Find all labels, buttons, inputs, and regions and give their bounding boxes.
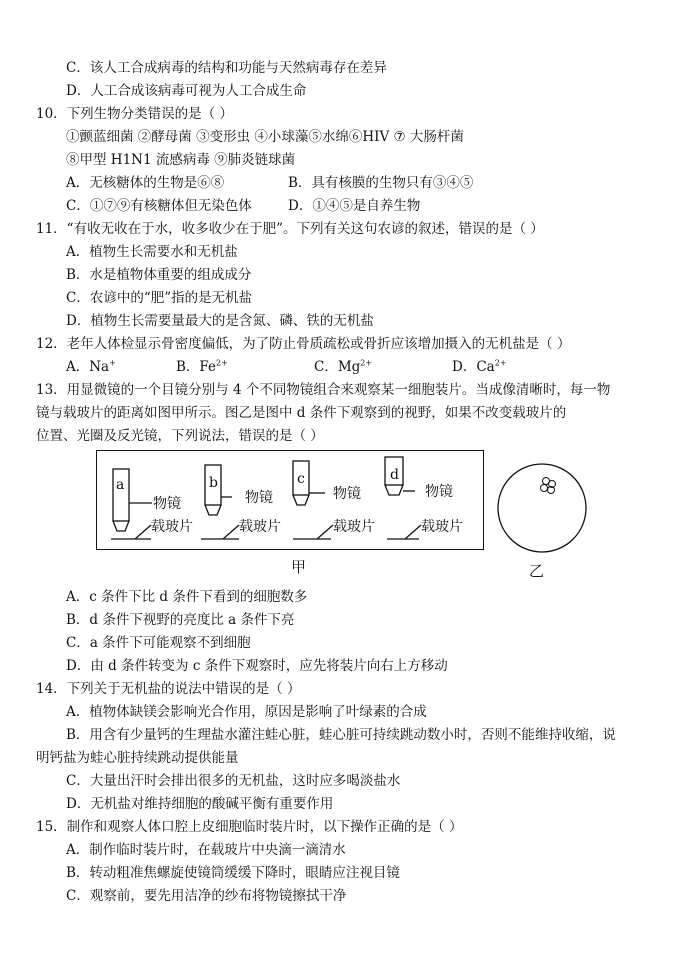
question-14-option-d: D．无机盐对维持细胞的酸碱平衡有重要作用 [66, 796, 334, 812]
objective-label: 物镜 [425, 484, 453, 500]
question-14-option-c: C．大量出汗时会排出很多的无机盐，这时应多喝淡盐水 [66, 773, 401, 789]
question-10-stem: 10．下列生物分类错误的是（ ） [36, 106, 233, 122]
question-11-option-d: D．植物生长需要量最大的是含氮、磷、铁的无机盐 [66, 313, 374, 329]
question-12-option-d: D．$Ca^{2+}$ [452, 358, 507, 375]
cell [541, 485, 548, 492]
objective-b [201, 465, 239, 539]
question-13-option-d: D．由 d 条件转变为 c 条件下观察时，应先将装片向右上方移动 [66, 658, 448, 674]
question-12-option-a: A．Na+ [66, 358, 116, 375]
objective-letter: d [390, 467, 399, 483]
question-13-option-b: B．d 条件下视野的亮度比 a 条件下亮 [66, 612, 295, 628]
question-10-option-a: A．无核糖体的生物是⑥⑧ [66, 175, 225, 191]
question-10-option-c: C．①⑦⑨有核糖体但无染色体 [66, 198, 252, 214]
question-14-option-b: B．用含有少量钙的生理盐水灌注蛙心脏，蛙心脏可持续跳动数小时，否则不能维持收缩，说 [66, 727, 616, 743]
option-line: C．该人工合成病毒的结构和功能与天然病毒存在差异 [66, 60, 387, 76]
question-10-option-d: D．①④⑤是自养生物 [288, 198, 421, 214]
option-line: D．人工合成该病毒可视为人工合成生命 [66, 83, 307, 99]
question-14-stem: 14．下列关于无机盐的说法中错误的是（ ） [36, 681, 301, 697]
objective-label: 物镜 [333, 486, 361, 502]
question-11-option-c: C．农谚中的“肥”指的是无机盐 [66, 290, 253, 306]
question-12-option-c: C．$Mg^{2+}$ [314, 358, 373, 375]
question-15-option-c: C．观察前，要先用洁净的纱布将物镜擦拭干净 [66, 888, 347, 904]
question-13-stem: 镜与载玻片的距离如图甲所示。图乙是图中 d 条件下观察到的视野，如果不改变载玻片的 [36, 405, 567, 421]
question-15-option-b: B．转动粗准焦螺旋使镜筒缓缓下降时，眼睛应注视目镜 [66, 865, 400, 881]
slide-label: 载玻片 [239, 519, 281, 535]
figure-yi-field-of-view [496, 462, 588, 554]
question-15-stem: 15．制作和观察人体口腔上皮细胞临时装片时，以下操作正确的是（ ） [36, 819, 463, 835]
question-12-stem: 12．老年人体检显示骨密度偏低，为了防止骨质疏松或骨折应该增加摄入的无机盐是（ ） [36, 336, 571, 352]
figure-caption-yi: 乙 [529, 562, 545, 580]
question-14-option-a: A．植物体缺镁会影响光合作用，原因是影响了叶绿素的合成 [66, 704, 427, 720]
slide-label: 载玻片 [333, 519, 375, 535]
question-11-option-a: A．植物生长需要水和无机盐 [66, 244, 238, 260]
figure-caption-jia: 甲 [291, 558, 307, 576]
question-13-stem: 13．用显微镜的一个目镜分别与 4 个不同物镜组合来观察某一细胞装片。当成像清晰时，每一物 [36, 382, 611, 398]
question-12-option-b: B．$Fe^{2+}$ [176, 358, 228, 375]
objective-label: 物镜 [153, 496, 181, 512]
slide-label: 载玻片 [421, 519, 463, 535]
objective-label: 物镜 [245, 490, 273, 506]
question-11-option-b: B．水是植物体重要的组成成分 [66, 267, 252, 283]
objectives-diagram [97, 451, 482, 548]
slide-label: 载玻片 [151, 519, 193, 535]
objective-letter: a [116, 477, 125, 493]
objective-letter: b [209, 475, 218, 491]
question-10-list: ①颤蓝细菌 ②酵母菌 ③变形虫 ④小球藻⑤水绵⑥HIV ⑦ 大肠杆菌 [66, 129, 464, 145]
question-15-option-a: A．制作临时装片时，在载玻片中央滴一滴清水 [66, 842, 346, 858]
question-13-stem: 位置、光圈及反光镜，下列说法，错误的是（ ） [36, 428, 324, 444]
question-14-option-b-cont: 明钙盐为蛙心脏持续跳动提供能量 [36, 750, 239, 766]
question-13-option-a: A．c 条件下比 d 条件下看到的细胞数多 [66, 589, 308, 605]
objective-letter: c [297, 471, 305, 487]
figure-jia-objectives [96, 450, 484, 550]
question-10-option-b: B．具有核膜的生物只有③④⑤ [288, 175, 474, 191]
question-10-list: ⑧甲型 H1N1 流感病毒 ⑨肺炎链球菌 [66, 152, 296, 168]
question-11-stem: 11．“有收无收在于水，收多收少在于肥”。下列有关这句农谚的叙述，错误的是（ ） [36, 221, 544, 237]
question-13-option-c: C．a 条件下可能观察不到细胞 [66, 635, 251, 651]
